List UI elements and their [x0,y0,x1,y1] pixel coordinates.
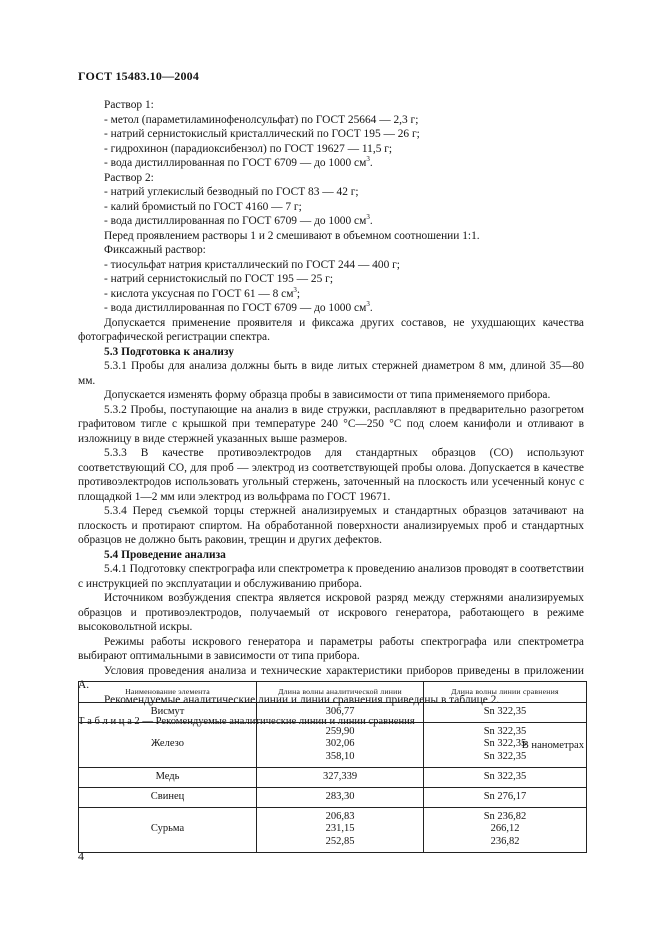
table-header-row [79,682,587,703]
item-text: - вода дистиллированная по ГОСТ 6709 — до 1000 см [104,157,367,169]
cell-analytical [257,787,424,807]
fixer-item [78,301,584,316]
solution-2-item [78,214,584,229]
value: 206,83 [325,810,355,822]
paragraph-5-3-1-note: Допускается изменять форму образца пробы в зависимости от типа применяемого прибора. [104,389,551,401]
solution-1-item: - метол (параметиламинофенолсульфат) по ГОСТ 25664 — 2,3 г; [104,113,419,126]
value: 252,85 [325,836,355,848]
header-comparison: Длина волны линии сравнения [424,682,587,703]
value: Sn 322,35 [483,725,527,737]
document-body [78,98,584,753]
item-text: - вода дистиллированная по ГОСТ 6709 — до 1000 см [104,302,367,314]
value: 266,12 [490,823,520,835]
paragraph-5-4-modes: Режимы работы искрового генератора и параметры работы спектрографа или спектрометра выбирают оптимальными в зависимости от типа прибора. [78,635,584,662]
paragraph-allowed: Допускается применение проявителя и фиксажа других составов, не ухудшающих качества фотографической регистрации спектра. [78,316,584,343]
solution-1-item: - натрий сернистокислый кристаллический по ГОСТ 195 — 26 г; [104,128,420,140]
fixer-item: - натрий сернистокислый по ГОСТ 195 — 25 г; [104,273,333,285]
value: 236,82 [490,836,520,848]
header-element: Наименование элемента [79,682,257,703]
cell-analytical [257,807,424,852]
value: Sn 322,35 [483,770,527,782]
table-row [79,787,587,807]
solution-2-item: - калий бромистый по ГОСТ 4160 — 7 г; [104,200,302,213]
value: Sn 276,17 [483,790,527,802]
solution-1-item: - гидрохинон (парадиоксибензол) по ГОСТ 19627 — 11,5 г; [104,142,393,155]
value: Sn 236,82 [483,810,527,822]
cell-analytical [257,722,424,767]
cell-element: Свинец [79,787,257,807]
superscript: 3 [293,285,297,294]
cell-element: Железо [79,722,257,767]
fixer-item [78,287,584,302]
paragraph-5-4-source: Источником возбуждения спектра является искровой разряд между стержнями анализируемых образцов и противоэлектродов, получаемый от искрового генератора, работающего в режиме высоковольтной искры. [78,592,584,633]
table-row [79,702,587,722]
section-5-3-heading: 5.3 Подготовка к анализу [104,345,234,358]
punct: . [369,215,373,227]
table-row [79,722,587,767]
solution-2-item: - натрий углекислый безводный по ГОСТ 83 — 42 г; [104,186,359,198]
value: 259,90 [325,725,355,737]
table-row [79,807,587,852]
superscript: 3 [366,300,370,309]
value: Sn 322,35 [483,751,527,763]
cell-comparison [424,702,587,722]
cell-element: Медь [79,767,257,787]
value: Sn 322,35 [483,738,527,750]
punct: . [369,157,373,169]
value: 302,06 [325,738,355,750]
superscript: 3 [366,155,370,164]
punct: ; [296,287,301,300]
value: 327,339 [322,770,358,782]
table-caption-label: Т а б л и ц а 2 [78,716,140,727]
paragraph-5-4-1: 5.4.1 Подготовку спектрографа или спектрометра к проведению анализов проводят в соответствии с инструкцией по эксплуатации и обслуживанию прибора. [78,563,584,590]
punct: . [369,302,373,314]
item-text: - кислота уксусная по ГОСТ 61 — 8 см [104,287,294,300]
fixer-title: Фиксажный раствор: [104,244,206,256]
cell-element: Висмут [79,702,257,722]
value: 283,30 [325,790,355,802]
value: 306,77 [325,705,355,717]
paragraph-5-3-4: 5.3.4 Перед съемкой торцы стержней анализируемых и стандартных образцов затачивают на плоскость и протирают спиртом. На обработанной поверхности анализируемых проб и стандартных образцов не должно быть раковин, трещин и других дефектов. [78,505,584,546]
cell-comparison [424,807,587,852]
page-number: 4 [78,849,84,863]
solution-2-title: Раствор 2: [104,171,154,184]
value: 358,10 [325,751,355,763]
cell-analytical [257,702,424,722]
value: 231,15 [325,823,355,835]
solution-1-title: Раствор 1: [104,99,154,111]
table-row [79,767,587,787]
cell-element: Сурьма [79,807,257,852]
cell-comparison [424,767,587,787]
wavelength-table [78,681,587,853]
paragraph-5-4-conditions: Условия проведения анализа и технические характеристики приборов приведены в приложении А. [78,664,584,691]
cell-analytical [257,767,424,787]
cell-comparison [424,722,587,767]
section-5-4-heading: 5.4 Проведение анализа [104,548,226,561]
item-text: - вода дистиллированная по ГОСТ 6709 — до 1000 см [104,215,367,227]
paragraph-5-4-lines: Рекомендуемые аналитические линии и линии сравнения приведены в таблице 2. [104,693,500,706]
cell-comparison [424,787,587,807]
paragraph-5-3-3: 5.3.3 В качестве противоэлектродов для стандартных образцов (СО) используют соответствующий СО, для проб — электрод из соответствующей пробы олова. Допускается в качестве противоэлектродов использовать угольный стержень, заточенный на плоскость или усеченный конус с площадкой 1—2 мм или электрод из вольфрама по ГОСТ 19671. [78,447,584,503]
fixer-item: - тиосульфат натрия кристаллический по ГОСТ 244 — 400 г; [104,258,400,271]
table-caption-text: — Рекомендуемые аналитические линии и линии сравнения [139,716,415,727]
mix-note: Перед проявлением растворы 1 и 2 смешивают в объемном соотношении 1:1. [104,229,480,242]
header-analytical: Длина волны аналитической линии [257,682,424,703]
value: Sn 322,35 [483,705,527,717]
paragraph-5-3-1: 5.3.1 Пробы для анализа должны быть в виде литых стержней диаметром 8 мм, длиной 35—80 мм. [78,360,584,387]
table-units: В нанометрах [521,739,584,751]
solution-1-item [78,156,584,171]
document-header: ГОСТ 15483.10—2004 [78,69,200,83]
paragraph-5-3-2: 5.3.2 Пробы, поступающие на анализ в виде стружки, расплавляют в предварительно разогретом графитовом тигле с крышкой при температуре 240 °С—250 °С под слоем канифоли и отливают в изложницу в виде стержней указанных выше размеров. [78,403,584,445]
superscript: 3 [366,213,370,222]
